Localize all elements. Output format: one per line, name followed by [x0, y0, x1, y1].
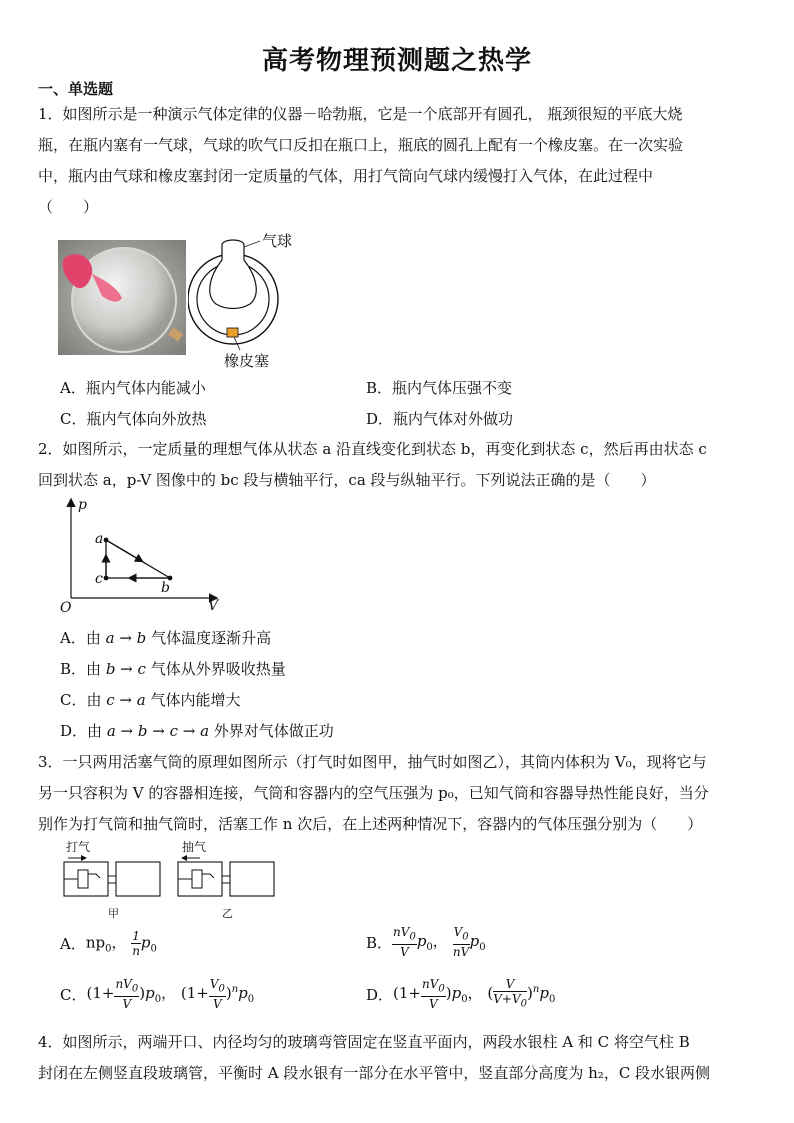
point-b-label: b: [161, 580, 170, 596]
q3-option-b-label: B．: [366, 933, 393, 952]
q1-option-c[interactable]: C．瓶内气体向外放热: [60, 410, 207, 428]
q2-option-b-text: 气体从外界吸收热量: [150, 660, 286, 678]
q3-line: 另一只容积为 V 的容器相连接，气筒和容器内的空气压强为 p₀，已知气筒和容器导热性能良好，当分: [38, 784, 709, 802]
pump-diagram: [60, 852, 280, 902]
q3-option-c-formula: (1+ $\frac{nV_0}{V}$ )$p_0$， (1+ $\frac{V_0}{V}$ )$^np_0$: [86, 976, 255, 1012]
question-4: [38, 1027, 758, 1089]
q3-option-a-label: A．: [60, 934, 86, 953]
q3-option-d[interactable]: [366, 976, 555, 1012]
point-c-label: c: [95, 571, 103, 587]
q3-option-b-formula: $\frac{nV_0}{V}$ $p_0$， $\frac{V_0}{nV}$ $p_0$: [393, 924, 486, 960]
q4-line: 封闭在左侧竖直段玻璃管，平衡时 A 段水银有一部分在水平管中，竖直部分高度为 h₂，C 段水银两侧: [38, 1064, 711, 1082]
q2-line: 2．如图所示，一定质量的理想气体从状态 a 沿直线变化到状态 b，再变化到状态 c，然后再由状态 c: [38, 440, 707, 458]
axis-v-label: V: [208, 598, 219, 614]
q3-option-d-formula: (1+ $\frac{nV_0}{V}$ )$p_0$， ( $\frac{V}{V+V_0}$ )$^np_0$: [393, 976, 556, 1012]
q1-option-b[interactable]: B．瓶内气体压强不变: [366, 379, 513, 397]
q1-line: 1．如图所示是一种演示气体定律的仪器－哈勃瓶，它是一个底部开有圆孔， 瓶颈很短的平底大烧: [38, 105, 683, 123]
q2-option-a-math: a → b: [105, 629, 147, 647]
q2-option-a[interactable]: [60, 627, 271, 648]
q2-option-b[interactable]: [60, 658, 286, 679]
q2-option-d-math: a → b → c → a: [106, 722, 210, 740]
q2-option-d[interactable]: [60, 720, 334, 741]
q3-option-d-label: D．: [366, 985, 394, 1004]
q2-option-c-math: c → a: [106, 691, 146, 709]
q3-option-a[interactable]: [60, 928, 157, 958]
label-pump: 打气: [66, 840, 91, 854]
label-jia: 甲: [108, 907, 119, 920]
q1-blank: （ ）: [38, 198, 99, 216]
label-balloon: 气球: [262, 232, 293, 250]
q3-option-a-formula: $np_0$， $\frac{1}{n}$ $p_0$: [85, 928, 157, 958]
q3-option-b[interactable]: [366, 926, 486, 958]
q3-option-c[interactable]: [60, 976, 254, 1012]
flask-photo: [58, 240, 186, 355]
q2-option-c[interactable]: [60, 689, 241, 710]
q2-option-d-prefix: D．由: [60, 722, 103, 740]
label-yi: 乙: [222, 907, 233, 920]
q3-option-c-label: C．: [60, 985, 87, 1004]
origin-label: O: [60, 600, 72, 616]
q3-line: 别作为打气筒和抽气筒时，活塞工作 n 次后，在上述两种情况下，容器内的气体压强分别为（ ）: [38, 815, 703, 833]
label-stopper: 橡皮塞: [224, 352, 270, 370]
q2-line: 回到状态 a，p-V 图像中的 bc 段与横轴平行，ca 段与纵轴平行。下列说法正确的是（ ）: [38, 471, 656, 489]
q2-option-b-math: b → c: [105, 660, 146, 678]
question-3: [38, 747, 758, 840]
q1-option-a[interactable]: A．瓶内气体内能减小: [60, 379, 206, 397]
question-2: [38, 434, 758, 496]
q2-option-d-text: 外界对气体做正功: [213, 722, 334, 740]
q3-line: 3．一只两用活塞气筒的原理如图所示（打气时如图甲，抽气时如图乙），其筒内体积为 V₀，现将它与: [38, 753, 707, 771]
q1-line: 瓶，在瓶内塞有一气球，气球的吹气口反扣在瓶口上，瓶底的圆孔上配有一个橡皮塞。在一次实验: [38, 136, 684, 154]
q1-line: 中，瓶内由气球和橡皮塞封闭一定质量的气体，用打气筒向气球内缓慢打入气体，在此过程中: [38, 167, 654, 185]
point-a-label: a: [95, 531, 104, 547]
q2-option-c-text: 气体内能增大: [150, 691, 241, 709]
question-1: [38, 99, 758, 223]
q2-option-a-prefix: A．由: [60, 629, 101, 647]
q1-option-d[interactable]: D．瓶内气体对外做功: [366, 410, 514, 428]
label-suck: 抽气: [182, 840, 207, 854]
q2-option-a-text: 气体温度逐渐升高: [151, 629, 272, 647]
axis-p-label: p: [78, 497, 87, 513]
page-title: 高考物理预测题之热学: [261, 46, 532, 76]
q2-option-c-prefix: C．由: [60, 691, 102, 709]
q2-option-b-prefix: B．由: [60, 660, 102, 678]
q4-line: 4．如图所示，两端开口、内径均匀的玻璃弯管固定在竖直平面内，两段水银柱 A 和 C 将空气柱 B: [38, 1033, 690, 1051]
section-heading: 一、单选题: [38, 80, 114, 98]
